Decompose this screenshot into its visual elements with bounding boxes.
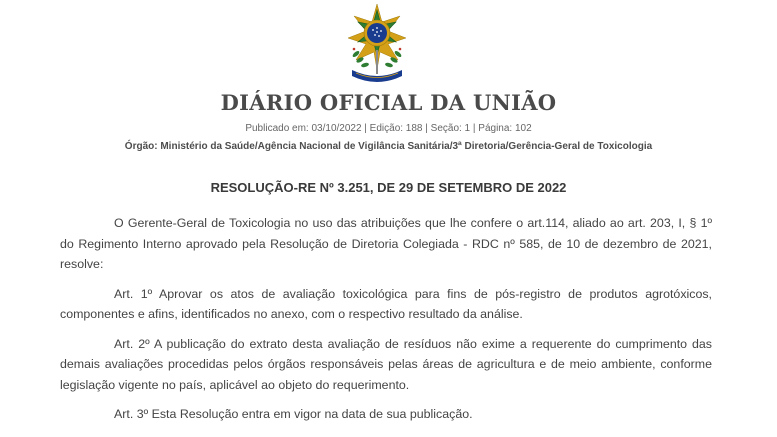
publication-info: Publicado em: 03/10/2022 | Edição: 188 | Seção: 1 | Página: 102	[245, 123, 532, 134]
resolution-title: RESOLUÇÃO-RE Nº 3.251, DE 29 DE SETEMBRO DE 2022	[210, 180, 567, 195]
article-2-paragraph: Art. 2º A publicação do extrato desta avaliação de resíduos não exime a requerente do cumprimento das demais avaliações procedidas pelos órgãos responsáveis pelas áreas de agricultura e de meio ambiente, conforme legislação vigente no país, aplicável ao objeto do requerimento.	[60, 336, 712, 392]
article-3-paragraph: Art. 3º Esta Resolução entra em vigor na data de sua publicação.	[114, 407, 473, 421]
newspaper-title: DIÁRIO OFICIAL DA UNIÃO	[220, 90, 557, 115]
article-1-paragraph: Art. 1º Aprovar os atos de avaliação toxicológica para fins de pós-registro de produtos agrotóxicos, componentes e afins, identificados no anexo, com o respectivo resultado da análise.	[60, 286, 712, 321]
preamble-paragraph: O Gerente-Geral de Toxicologia no uso das atribuições que lhe confere o art.114, aliado ao art. 203, I, § 1º do Regimento Interno aprovado pela Resolução de Diretoria Colegiada - RDC nº 585, de 10 de dezembro de 2021, resolve:	[60, 216, 712, 271]
resolution-body	[60, 213, 712, 434]
issuing-agency: Órgão: Ministério da Saúde/Agência Nacional de Vigilância Sanitária/3ª Diretoria/Gerência-Geral de Toxicologia	[124, 141, 653, 152]
brazil-coat-of-arms-icon	[344, 2, 410, 86]
